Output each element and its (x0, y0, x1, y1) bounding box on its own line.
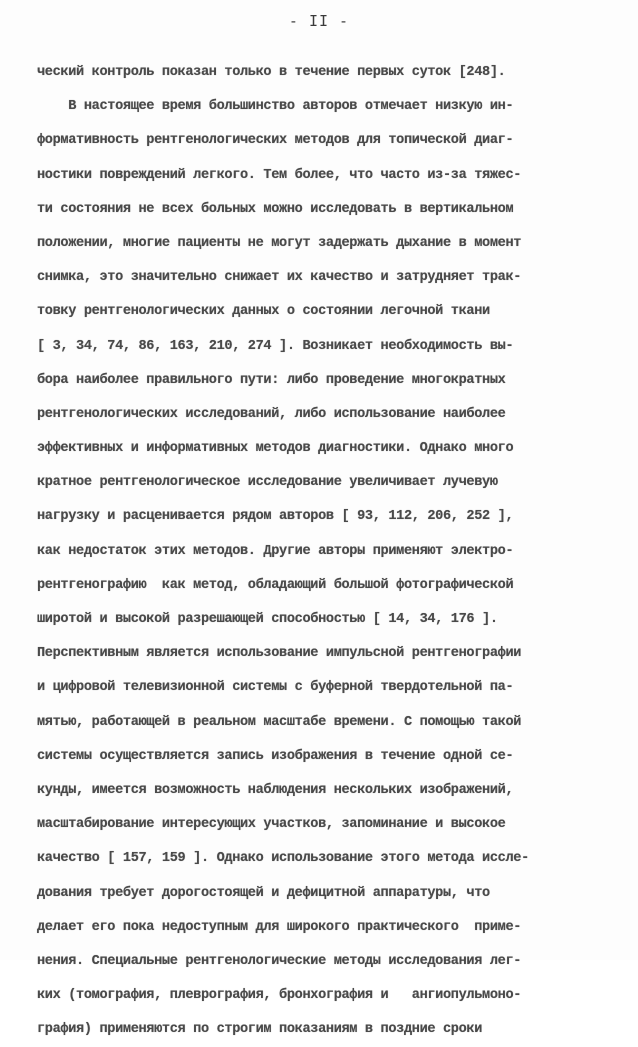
text-line: формативность рентгенологических методов для топической диаг- (37, 133, 514, 149)
text-line: кунды, имеется возможность наблюдения нескольких изображений, (37, 782, 514, 798)
text-line: нения. Специальные рентгенологические методы исследования лег- (37, 953, 522, 969)
text-line: эффективных и информативных методов диагностики. Однако много (37, 441, 514, 457)
text-line: [ 3, 34, 74, 86, 163, 210, 274 ]. Возникает необходимость вы- (37, 338, 514, 354)
text-line: ти состояния не всех больных можно исследовать в вертикальном (37, 201, 514, 217)
text-line: и цифровой телевизионной системы с буферной твердотельной па- (37, 680, 514, 696)
text-line: ностики повреждений легкого. Тем более, что часто из-за тяжес- (37, 167, 522, 183)
text-line: Перспективным является использование импульсной рентгенографии (37, 646, 522, 662)
text-line: положении, многие пациенты не могут задержать дыхание в момент (37, 235, 522, 251)
text-line: делает его пока недоступным для широкого практического приме- (37, 919, 522, 935)
text-line: качество [ 157, 159 ]. Однако использование этого метода иссле- (37, 851, 529, 867)
text-line: мятью, работающей в реальном масштабе времени. С помощью такой (37, 714, 522, 730)
page-number: - II - (288, 12, 350, 30)
body-text (37, 56, 597, 1047)
text-line: широтой и высокой разрешающей способностью [ 14, 34, 176 ]. (37, 612, 498, 627)
text-line: рентгенографию как метод, обладающий большой фотографической (37, 577, 514, 593)
text-line: масштабирование интересующих участков, запоминание и высокое (37, 817, 506, 833)
text-line: снимка, это значительно снижает их качество и затрудняет трак- (37, 270, 522, 286)
text-line: дования требует дорогостоящей и дефицитной аппаратуры, что (37, 885, 490, 901)
text-line: графия) применяются по строгим показаниям в поздние сроки (37, 1022, 483, 1038)
text-line: товку рентгенологических данных о состоянии легочной ткани (37, 304, 490, 320)
text-line: рентгенологических исследований, либо использование наиболее (37, 406, 506, 422)
text-line: В настоящее время большинство авторов отмечает низкую ин- (37, 99, 514, 115)
text-line: как недостаток этих методов. Другие авторы применяют электро- (37, 543, 514, 559)
text-line: ких (томография, плеврография, бронхография и ангиопульмоно- (37, 988, 522, 1004)
text-line: системы осуществляется запись изображения в течение одной се- (37, 748, 514, 764)
text-line: кратное рентгенологическое исследование увеличивает лучевую (37, 475, 498, 491)
text-line: ческий контроль показан только в течение первых суток [248]. (37, 65, 506, 80)
text-line: бора наиболее правильного пути: либо проведение многократных (37, 372, 506, 388)
text-line: нагрузку и расценивается рядом авторов [ 93, 112, 206, 252 ], (37, 509, 514, 525)
